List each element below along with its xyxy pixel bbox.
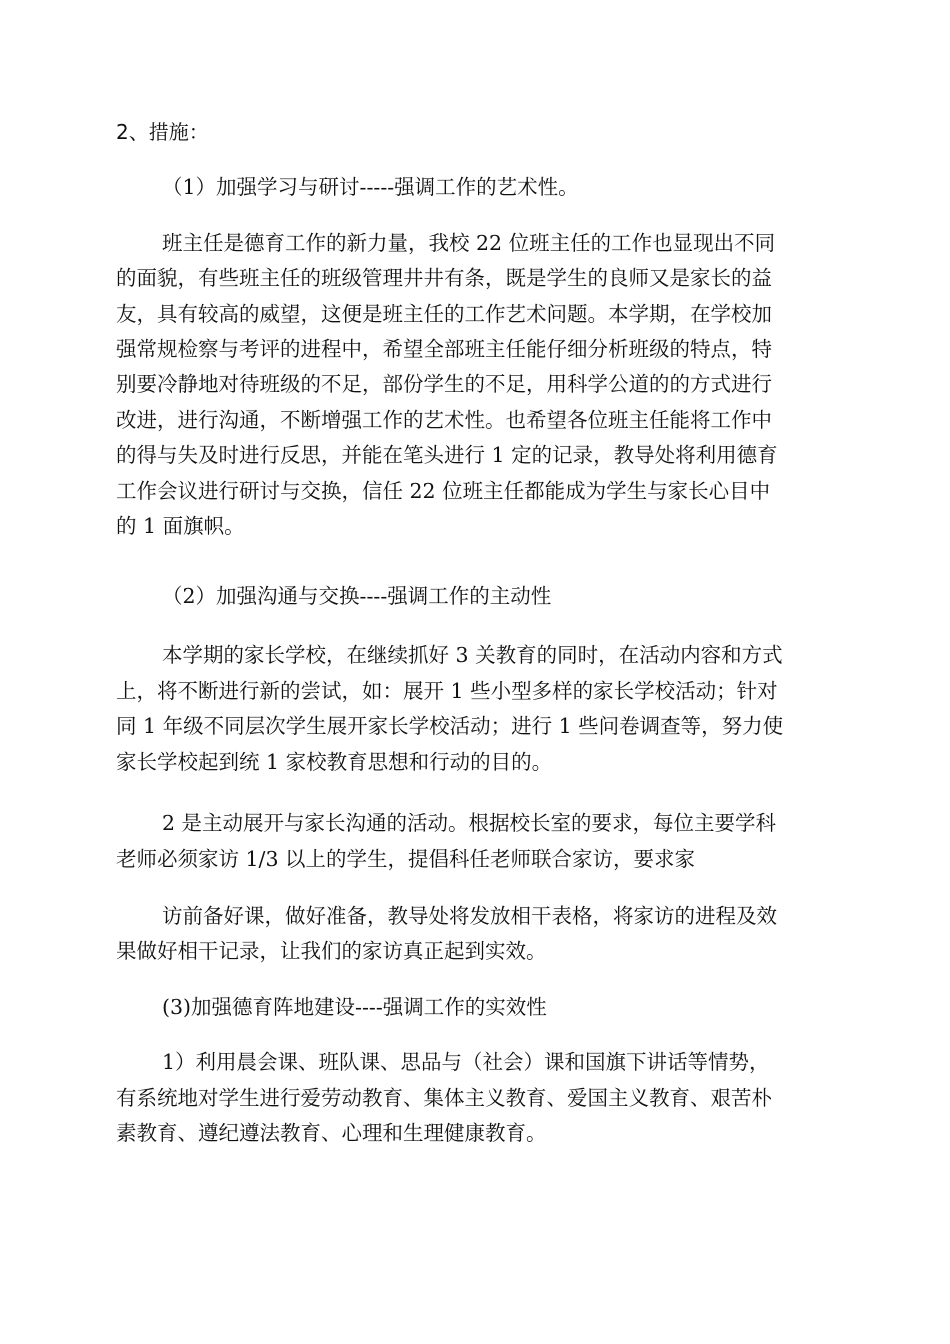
paragraph-line: 同 1 年级不同层次学生展开家长学校活动；进行 1 些问卷调查等，努力使 <box>116 714 784 738</box>
paragraph-line: 素教育、遵纪遵法教育、心理和生理健康教育。 <box>116 1121 547 1145</box>
subheading-1: （1）加强学习与研讨-----强调工作的艺术性。 <box>162 175 579 199</box>
paragraph-line: 访前备好课，做好准备，教导处将发放相干表格，将家访的进程及效 <box>162 904 777 928</box>
paragraph-line: 的 1 面旗帜。 <box>116 514 245 538</box>
paragraph-line: 果做好相干记录，让我们的家访真正起到实效。 <box>116 939 547 963</box>
section-heading: 2、措施： <box>116 120 209 144</box>
paragraph-line: 本学期的家长学校，在继续抓好 3 关教育的同时，在活动内容和方式 <box>162 643 783 667</box>
paragraph-line: 的面貌，有些班主任的班级管理井井有条，既是学生的良师又是家长的益 <box>116 266 772 290</box>
subheading-2: （2）加强沟通与交换----强调工作的主动性 <box>162 584 552 608</box>
subheading-3: (3)加强德育阵地建设----强调工作的实效性 <box>162 995 547 1019</box>
paragraph-line: 家长学校起到统 1 家校教育思想和行动的目的。 <box>116 750 553 774</box>
paragraph-line: 改进，进行沟通，不断增强工作的艺术性。也希望各位班主任能将工作中 <box>116 408 772 432</box>
paragraph-line: 的得与失及时进行反思，并能在笔头进行 1 定的记录，教导处将利用德育 <box>116 443 778 467</box>
paragraph-line: 1）利用晨会课、班队课、思品与（社会）课和国旗下讲话等情势， <box>162 1050 770 1074</box>
paragraph-line: 别要冷静地对待班级的不足，部份学生的不足，用科学公道的的方式进行 <box>116 372 772 396</box>
paragraph-line: 工作会议进行研讨与交换，信任 22 位班主任都能成为学生与家长心目中 <box>116 479 771 503</box>
paragraph-line: 班主任是德育工作的新力量，我校 22 位班主任的工作也显现出不同 <box>162 231 776 255</box>
paragraph-line: 强常规检察与考评的进程中，希望全部班主任能仔细分析班级的特点，特 <box>116 337 772 361</box>
paragraph-line: 上，将不断进行新的尝试，如：展开 1 些小型多样的家长学校活动；针对 <box>116 679 778 703</box>
paragraph-line: 老师必须家访 1/3 以上的学生，提倡科任老师联合家访，要求家 <box>116 847 696 871</box>
paragraph-line: 有系统地对学生进行爱劳动教育、集体主义教育、爱国主义教育、艰苦朴 <box>116 1086 772 1110</box>
paragraph-line: 友，具有较高的威望，这便是班主任的工作艺术问题。本学期，在学校加 <box>116 302 772 326</box>
paragraph-line: 2 是主动展开与家长沟通的活动。根据校长室的要求，每位主要学科 <box>162 811 777 835</box>
